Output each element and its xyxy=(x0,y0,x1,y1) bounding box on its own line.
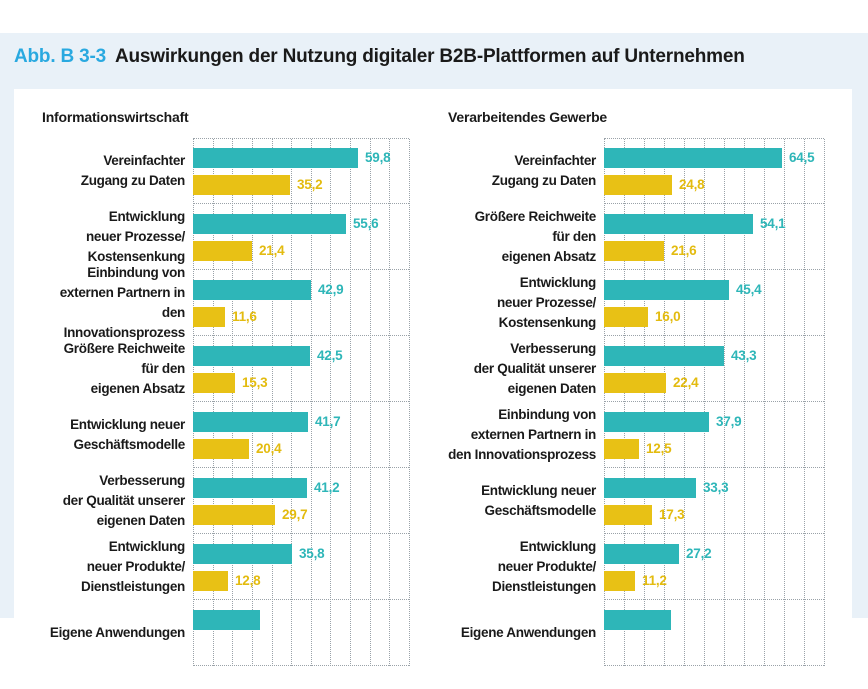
yellow-value-label: 21,6 xyxy=(671,243,697,258)
category-label-line: Entwicklung xyxy=(519,275,596,290)
teal-bar xyxy=(193,346,310,366)
category-label xyxy=(448,600,604,666)
yellow-value-label: 15,3 xyxy=(242,375,268,390)
yellow-bar xyxy=(193,307,225,327)
category-label-line: Eigene Anwendungen xyxy=(460,625,596,640)
bar-group xyxy=(193,138,409,204)
yellow-value-label: 11,6 xyxy=(232,309,257,324)
teal-value-label: 37,9 xyxy=(716,414,742,429)
yellow-bar xyxy=(193,439,249,459)
category-label-line: den Innovationsprozess xyxy=(448,447,596,462)
panel-informationswirtschaft xyxy=(42,110,409,666)
category-label-line: neuer Prozesse/ xyxy=(85,229,185,244)
chart-row xyxy=(42,402,409,468)
chart-row xyxy=(448,138,824,204)
chart-row xyxy=(42,204,409,270)
category-label xyxy=(448,270,604,336)
chart-row xyxy=(42,138,409,204)
gridline xyxy=(409,139,410,666)
category-label-line: eigenen Absatz xyxy=(90,381,185,396)
chart-row xyxy=(42,336,409,402)
teal-bar xyxy=(193,478,307,498)
teal-value-label: 64,5 xyxy=(789,150,815,165)
yellow-bar xyxy=(604,175,672,195)
teal-bar xyxy=(604,544,679,564)
teal-bar xyxy=(604,214,753,234)
bar-group xyxy=(604,270,824,336)
category-label-line: Entwicklung neuer xyxy=(70,417,185,432)
teal-bar xyxy=(604,148,782,168)
yellow-bar xyxy=(604,373,666,393)
category-label-line: Geschäftsmodelle xyxy=(484,503,596,518)
chart-row xyxy=(42,468,409,534)
chart-row xyxy=(448,204,824,270)
chart-row xyxy=(448,534,824,600)
chart-row xyxy=(42,600,409,666)
category-label-line: neuer Prozesse/ xyxy=(496,295,596,310)
category-label-line: Vereinfachter xyxy=(103,153,185,168)
teal-bar xyxy=(193,610,260,630)
yellow-bar xyxy=(604,505,652,525)
bar-group xyxy=(604,402,824,468)
yellow-value-label: 11,2 xyxy=(642,573,667,588)
category-label-line: Dienstleistungen xyxy=(81,579,185,594)
panel-verarbeitendes-gewerbe xyxy=(448,110,824,666)
chart-row xyxy=(448,336,824,402)
category-label xyxy=(42,534,193,600)
yellow-value-label: 22,4 xyxy=(673,375,699,390)
category-label xyxy=(448,336,604,402)
category-label-line: eigenen Absatz xyxy=(501,249,596,264)
yellow-value-label: 12,8 xyxy=(235,573,261,588)
bar-group xyxy=(193,600,409,666)
yellow-value-label: 21,4 xyxy=(259,243,285,258)
category-label-line: Vereinfachter xyxy=(514,153,596,168)
bar-group xyxy=(193,402,409,468)
yellow-value-label: 24,8 xyxy=(679,177,705,192)
teal-value-label: 41,7 xyxy=(315,414,341,429)
chart-row xyxy=(42,265,409,340)
teal-bar xyxy=(193,148,358,168)
bar-group xyxy=(193,468,409,534)
bar-group xyxy=(604,336,824,402)
figure-title: Auswirkungen der Nutzung digitaler B2B-Plattformen auf Unternehmen xyxy=(114,46,745,67)
category-label xyxy=(42,138,193,204)
category-label-line: der Qualität unserer xyxy=(62,493,185,508)
yellow-bar xyxy=(193,241,252,261)
category-label-line: Entwicklung neuer xyxy=(481,483,596,498)
yellow-bar xyxy=(604,571,635,591)
teal-bar xyxy=(604,346,724,366)
category-label-line: Kostensenkung xyxy=(87,249,185,264)
chart-card xyxy=(14,89,852,689)
category-label xyxy=(448,468,604,534)
category-label-line: Einbindung von xyxy=(498,407,596,422)
yellow-bar xyxy=(193,505,275,525)
category-label xyxy=(42,265,193,340)
category-label xyxy=(448,402,604,468)
category-label xyxy=(448,534,604,600)
category-label xyxy=(42,204,193,270)
category-label-line: Entwicklung xyxy=(108,209,185,224)
category-label-line: Entwicklung xyxy=(108,539,185,554)
yellow-value-label: 16,0 xyxy=(655,309,681,324)
category-label-line: Einbindung von xyxy=(87,265,185,280)
category-label xyxy=(42,336,193,402)
chart-row xyxy=(42,534,409,600)
teal-value-label: 45,4 xyxy=(736,282,762,297)
yellow-bar xyxy=(193,571,228,591)
bar-group xyxy=(604,534,824,600)
category-label-line: für den xyxy=(141,361,185,376)
yellow-bar xyxy=(604,307,648,327)
category-label-line: neuer Produkte/ xyxy=(86,559,185,574)
category-label-line: Entwicklung xyxy=(519,539,596,554)
teal-value-label: 41,2 xyxy=(314,480,340,495)
chart-row xyxy=(448,402,824,468)
gridline xyxy=(824,139,825,666)
category-label-line: eigenen Daten xyxy=(507,381,596,396)
category-label-line: den Innovationsprozess xyxy=(63,305,185,340)
teal-bar xyxy=(604,412,709,432)
yellow-value-label: 29,7 xyxy=(282,507,308,522)
category-label-line: neuer Produkte/ xyxy=(497,559,596,574)
teal-bar xyxy=(193,412,308,432)
teal-value-label: 33,3 xyxy=(703,480,729,495)
teal-bar xyxy=(193,214,346,234)
teal-bar xyxy=(604,478,696,498)
teal-bar xyxy=(604,280,729,300)
yellow-value-label: 17,3 xyxy=(659,507,685,522)
teal-value-label: 59,8 xyxy=(365,150,391,165)
yellow-value-label: 12,5 xyxy=(646,441,672,456)
teal-value-label: 54,1 xyxy=(760,216,786,231)
category-label xyxy=(42,468,193,534)
figure-caption xyxy=(14,46,745,68)
category-label-line: externen Partnern in xyxy=(59,285,185,300)
category-label-line: der Qualität unserer xyxy=(473,361,596,376)
category-label-line: eigenen Daten xyxy=(96,513,185,528)
bar-group xyxy=(193,336,409,402)
panel-body xyxy=(42,138,409,666)
yellow-value-label: 35,2 xyxy=(297,177,323,192)
chart-row xyxy=(448,468,824,534)
category-label-line: Größere Reichweite xyxy=(474,209,596,224)
bar-group xyxy=(193,204,409,270)
bar-group xyxy=(604,600,824,666)
teal-value-label: 43,3 xyxy=(731,348,757,363)
teal-bar xyxy=(604,610,671,630)
yellow-bar xyxy=(193,373,235,393)
teal-value-label: 55,6 xyxy=(353,216,379,231)
category-label-line: für den xyxy=(552,229,596,244)
yellow-value-label: 20,4 xyxy=(256,441,282,456)
category-label-line: Eigene Anwendungen xyxy=(49,625,185,640)
category-label-line: Dienstleistungen xyxy=(492,579,596,594)
teal-value-label: 35,8 xyxy=(299,546,325,561)
figure-number-label: Abb. B 3-3 xyxy=(14,46,106,67)
chart-row xyxy=(448,270,824,336)
bar-group xyxy=(193,270,409,336)
category-label xyxy=(448,138,604,204)
panel-heading: Verarbeitendes Gewerbe xyxy=(448,109,608,125)
category-label-line: Zugang zu Daten xyxy=(80,173,185,188)
teal-value-label: 42,5 xyxy=(317,348,343,363)
bar-group xyxy=(604,468,824,534)
category-label xyxy=(42,402,193,468)
category-label-line: Kostensenkung xyxy=(498,315,596,330)
category-label xyxy=(448,204,604,270)
bar-group xyxy=(604,204,824,270)
teal-value-label: 27,2 xyxy=(686,546,712,561)
panel-heading: Informationswirtschaft xyxy=(42,109,189,125)
teal-bar xyxy=(193,544,292,564)
yellow-bar xyxy=(604,241,664,261)
category-label-line: Verbesserung xyxy=(510,341,596,356)
panel-body xyxy=(448,138,824,666)
category-label xyxy=(42,600,193,666)
category-label-line: externen Partnern in xyxy=(470,427,596,442)
bar-group xyxy=(604,138,824,204)
category-label-line: Verbesserung xyxy=(99,473,185,488)
yellow-bar xyxy=(604,439,639,459)
category-label-line: Geschäftsmodelle xyxy=(73,437,185,452)
category-label-line: Größere Reichweite xyxy=(63,341,185,356)
category-label-line: Zugang zu Daten xyxy=(491,173,596,188)
charts-container xyxy=(14,89,852,666)
yellow-bar xyxy=(193,175,290,195)
bar-group xyxy=(193,534,409,600)
chart-row xyxy=(448,600,824,666)
teal-value-label: 42,9 xyxy=(318,282,344,297)
teal-bar xyxy=(193,280,311,300)
